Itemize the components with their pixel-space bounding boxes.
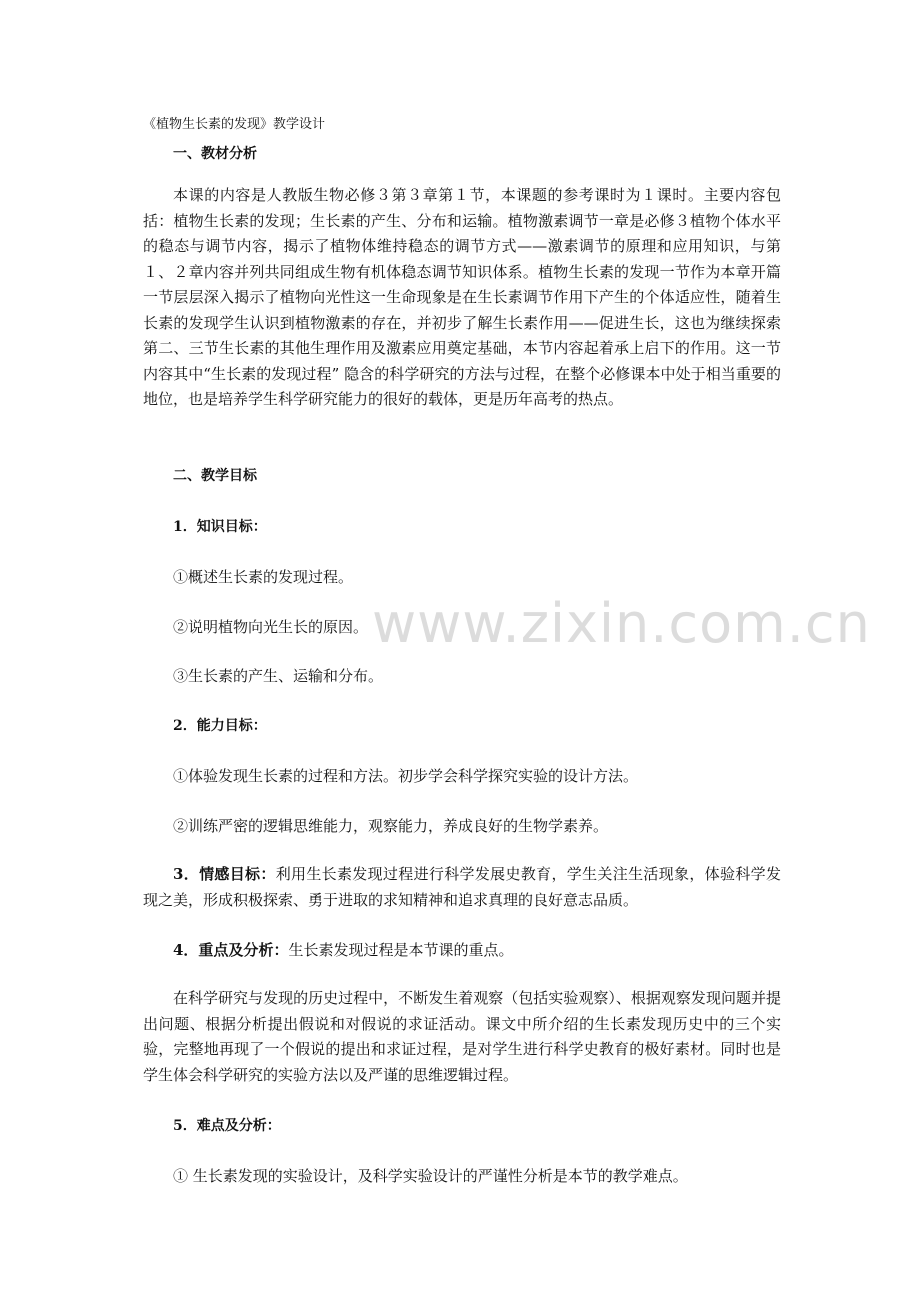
section-heading-materials: 一、教材分析	[173, 146, 257, 162]
knowledge-item-3: ③生长素的产生、运输和分布。	[173, 667, 384, 685]
ability-item-1: ①体验发现生长素的过程和方法。初步学会科学探究实验的设计方法。	[173, 767, 639, 785]
materials-paragraph: 本课的内容是人教版生物必修３第３章第１节，本课题的参考课时为１课时。主要内容包括：植物生长素的发现；生长素的产生、分布和运输。植物激素调节一章是必修３植物个体水平的稳态与调节内容，揭示了植物体维持稳态的调节方式——激素调节的原理和应用知识，与第１、２章内容并列共同组成生物有机体稳态调节知识体系。植物生长素的发现一节作为本章开篇一节层层深入揭示了植物向光性这一生命现象是在生长素调节作用下产生的个体适应性，随着生长素的发现学生认识到植物激素的存在，并初步了解生长素作用——促进生长，这也为继续探索第二、三节生长素的其他生理作用及激素应用奠定基础，本节内容起着承上启下的作用。这一节内容其中“生长素的发现过程” 隐含的科学研究的方法与过程，在整个必修课本中处于相当重要的地位，也是培养学生科学研究能力的很好的载体，更是历年高考的热点。	[143, 186, 781, 408]
watermark: www.zixin.com.cn	[372, 592, 871, 655]
ability-objectives-heading: 2．能力目标：	[173, 718, 267, 734]
key-point-analysis-paragraph: 在科学研究与发现的历史过程中，不断发生着观察（包括实验观察）、根据观察发现问题并提出问题、根据分析提出假说和对假说的求证活动。课文中所介绍的生长素发现历史中的三个实验，完整地再现了一个假说的提出和求证过程，是对学生进行科学史教育的极好素材。同时也是学生体会科学研究的实验方法以及严谨的思维逻辑过程。	[143, 989, 781, 1084]
key-point-paragraph	[143, 938, 781, 964]
key-point-text: 生长素发现过程是本节课的重点。	[288, 941, 514, 959]
key-point-label: 4．重点及分析：	[173, 941, 289, 959]
knowledge-item-2: ②说明植物向光生长的原因。	[173, 618, 369, 636]
emotional-objectives-paragraph	[143, 862, 781, 913]
difficulty-item-1: ① 生长素发现的实验设计，及科学实验设计的严谨性分析是本节的教学难点。	[173, 1167, 688, 1185]
knowledge-objectives-heading: 1．知识目标：	[173, 519, 267, 535]
document-title: 《植物生长素的发现》教学设计	[143, 117, 326, 132]
section-heading-objectives: 二、教学目标	[173, 468, 257, 484]
emotional-objectives-text: 利用生长素发现过程进行科学发展史教育，学生关注生活现象，体验科学发现之美，形成积极探索、勇于进取的求知精神和追求真理的良好意志品质。	[143, 865, 781, 909]
emotional-objectives-label: 3．情感目标：	[173, 865, 276, 883]
difficulty-heading: 5．难点及分析：	[173, 1118, 281, 1134]
ability-item-2: ②训练严密的逻辑思维能力，观察能力，养成良好的生物学素养。	[173, 817, 609, 835]
knowledge-item-1: ①概述生长素的发现过程。	[173, 568, 354, 586]
